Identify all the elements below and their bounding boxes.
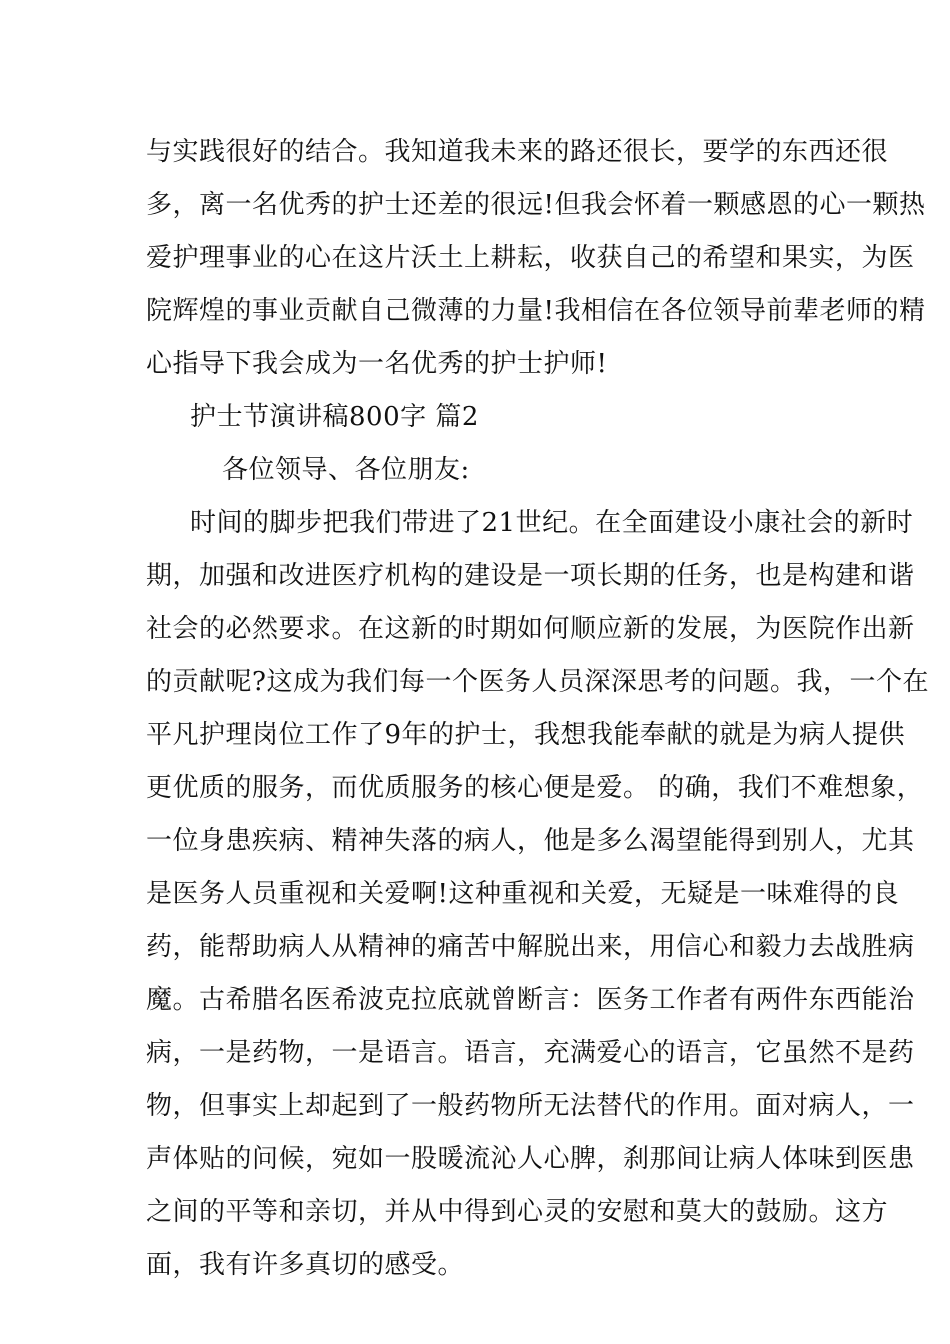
paragraph-line: 之间的平等和亲切，并从中得到心灵的安慰和莫大的鼓励。这方 (146, 1197, 889, 1227)
paragraph-line: 与实践很好的结合。我知道我未来的路还很长，要学的东西还很 (146, 137, 889, 167)
paragraph-line: 物，但事实上却起到了一般药物所无法替代的作用。面对病人，一 (146, 1091, 915, 1121)
paragraph-line: 病，一是药物，一是语言。语言，充满爱心的语言，它虽然不是药 (146, 1038, 915, 1068)
paragraph-line: 声体贴的问候，宛如一股暖流沁人心脾，刹那间让病人体味到医患 (146, 1144, 915, 1174)
section-heading: 护士节演讲稿800字 篇2 (190, 402, 479, 432)
paragraph-line: 药，能帮助病人从精神的痛苦中解脱出来，用信心和毅力去战胜病 (146, 932, 915, 962)
paragraph-line: 期，加强和改进医疗机构的建设是一项长期的任务，也是构建和谐 (146, 561, 915, 591)
paragraph-line: 心指导下我会成为一名优秀的护士护师! (146, 349, 608, 379)
paragraph-line: 面，我有许多真切的感受。 (146, 1250, 465, 1280)
paragraph-line: 爱护理事业的心在这片沃土上耕耘，收获自己的希望和果实，为医 (146, 243, 915, 273)
paragraph-line: 更优质的服务，而优质服务的核心便是爱。 的确，我们不难想象， (146, 773, 924, 803)
paragraph-line: 时间的脚步把我们带进了21世纪。在全面建设小康社会的新时 (190, 508, 914, 538)
paragraph-line: 社会的必然要求。在这新的时期如何顺应新的发展，为医院作出新 (146, 614, 915, 644)
paragraph-line: 多，离一名优秀的护士还差的很远!但我会怀着一颗感恩的心一颗热 (146, 190, 926, 220)
paragraph-line: 院辉煌的事业贡献自己微薄的力量!我相信在各位领导前辈老师的精 (146, 296, 926, 326)
paragraph-line: 的贡献呢?这成为我们每一个医务人员深深思考的问题。我，一个在 (146, 667, 929, 697)
paragraph-line: 是医务人员重视和关爱啊!这种重视和关爱，无疑是一味难得的良 (146, 879, 899, 909)
paragraph-line: 魔。古希腊名医希波克拉底就曾断言：医务工作者有两件东西能治 (146, 985, 915, 1015)
paragraph-line: 一位身患疾病、精神失落的病人，他是多么渴望能得到别人，尤其 (146, 826, 915, 856)
salutation: 各位领导、各位朋友: (222, 455, 470, 485)
paragraph-line: 平凡护理岗位工作了9年的护士，我想我能奉献的就是为病人提供 (146, 720, 906, 750)
